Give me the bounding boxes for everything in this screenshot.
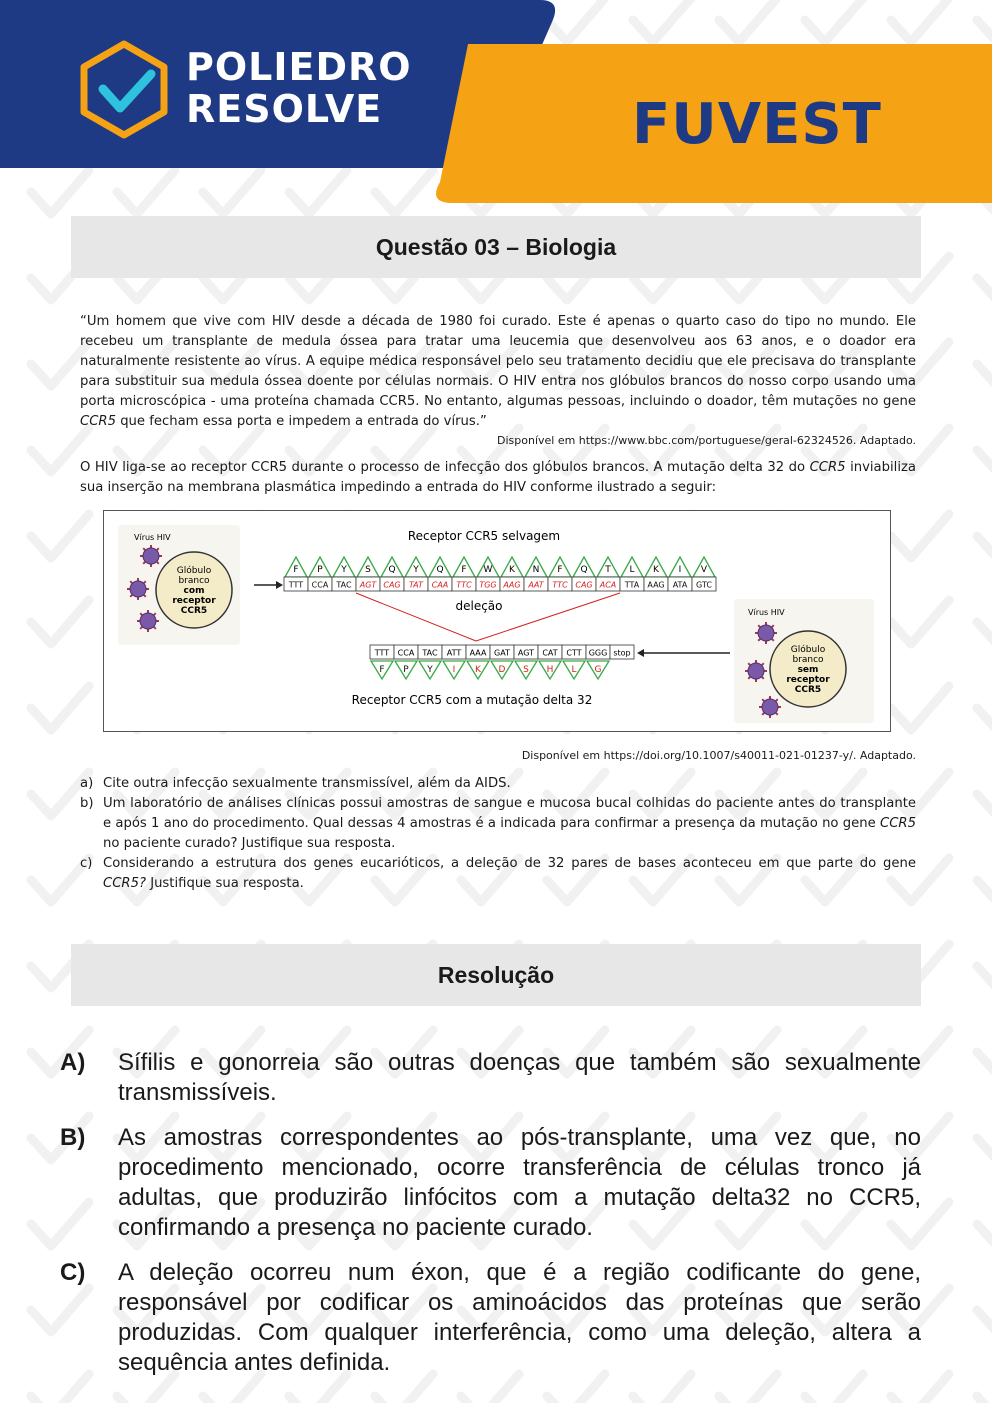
mutant-codon: GGG xyxy=(588,648,608,658)
amino-acid: P xyxy=(317,565,323,575)
amino-acid: Y xyxy=(413,565,419,575)
cell-without-label: CCR5 xyxy=(794,685,822,695)
ccr5-figure xyxy=(103,510,891,732)
question-item-b: b) Um laboratório de análises clínicas possui amostras de sangue e mucosa bucal colhidas do paciente antes do transplante e após 1 ano do procedimento. Qual dessas 4 amostras é a indicada para confirmar a presença da mutação no gene CCR5 no paciente curado? Justifique sua resposta. xyxy=(80,796,916,851)
hiv-virus-icon xyxy=(137,610,159,632)
brand-line-2: RESOLVE xyxy=(186,87,383,131)
ccr5-diagram xyxy=(104,511,890,731)
codon: AGT xyxy=(359,580,377,590)
watermark-check-icon xyxy=(977,944,992,988)
question-item-a: a) Cite outra infecção sexualmente transmissível, além da AIDS. xyxy=(80,776,511,791)
watermark-check-icon xyxy=(977,1374,992,1403)
answer-c: C) A deleção ocorreu num éxon, que é a região codificante do gene, responsável por codificar os aminoácidos das proteínas que serão produzidas. Com qualquer interferência, como uma deleção, altera a sequência antes definida. xyxy=(60,1259,921,1376)
codon: TTC xyxy=(552,580,568,590)
brand-logo xyxy=(186,46,412,130)
quote-paragraph xyxy=(80,312,916,432)
virus-label-right: Vírus HIV xyxy=(748,608,785,617)
cell-with-label: branco xyxy=(178,576,210,586)
brand-line-1: POLIEDRO xyxy=(186,45,412,89)
watermark-check-icon xyxy=(977,858,992,902)
mutant-amino-acid: G xyxy=(594,665,602,675)
watermark-check-icon xyxy=(977,514,992,558)
watermark-check-icon xyxy=(977,772,992,816)
mutant-codon: CTT xyxy=(566,648,582,658)
amino-acid: F xyxy=(293,565,299,575)
mutant-amino-acid: D xyxy=(498,665,506,675)
amino-acid: N xyxy=(532,565,540,575)
mutant-amino-acid: H xyxy=(546,665,554,675)
question-body xyxy=(80,312,916,894)
watermark-check-icon xyxy=(977,256,992,300)
codon: TTC xyxy=(456,580,472,590)
amino-acid: V xyxy=(700,565,708,575)
hiv-virus-icon xyxy=(745,660,767,682)
amino-acid: Q xyxy=(388,565,396,575)
cell-with-label: receptor xyxy=(172,596,216,606)
amino-acid: T xyxy=(605,565,611,575)
header-banner xyxy=(0,0,992,210)
answer-a: A) Sífilis e gonorreia são outras doenças que também são sexualmente transmissíveis. xyxy=(60,1049,921,1106)
codon: CAA xyxy=(431,580,449,590)
amino-acid: F xyxy=(557,565,563,575)
hiv-virus-icon xyxy=(759,696,781,718)
cell-with-label: com xyxy=(183,586,205,596)
cell-with-label: CCR5 xyxy=(180,606,208,616)
amino-acid: L xyxy=(629,565,635,575)
watermark-check-icon xyxy=(977,342,992,386)
cell-without-label: branco xyxy=(792,655,824,665)
quote-gene: CCR5 xyxy=(80,414,116,429)
mutant-codon: CAT xyxy=(542,648,558,658)
mutant-amino-acid: Y xyxy=(427,665,433,675)
amino-acid: K xyxy=(653,565,659,575)
resolution-answers xyxy=(60,1048,921,1393)
virus-label-left: Vírus HIV xyxy=(134,533,171,542)
codon: TAC xyxy=(336,580,352,590)
hiv-virus-icon xyxy=(755,622,777,644)
cell-with-label: Glóbulo xyxy=(176,566,212,576)
codon: TAT xyxy=(409,580,423,590)
amino-acid: Q xyxy=(580,565,588,575)
hiv-virus-icon xyxy=(127,578,149,600)
codon: TGG xyxy=(479,580,497,590)
amino-acid: F xyxy=(461,565,467,575)
codon: ACA xyxy=(599,580,617,590)
mutant-codon: CCA xyxy=(397,648,415,658)
hiv-virus-icon xyxy=(140,545,162,567)
intro-paragraph xyxy=(80,458,916,498)
amino-acid: K xyxy=(509,565,515,575)
codon: AAT xyxy=(528,580,544,590)
quote-source: Disponível em https://www.bbc.com/portuguese/geral-62324526. Adaptado. xyxy=(497,434,916,447)
figure-source: Disponível em https://doi.org/10.1007/s40011-021-01237-y/. Adaptado. xyxy=(521,749,916,762)
mutant-amino-acid: P xyxy=(403,665,409,675)
watermark-check-icon xyxy=(977,1116,992,1160)
codon: AAG xyxy=(503,580,521,590)
question-items xyxy=(80,774,916,894)
deletion-label: deleção xyxy=(455,599,503,613)
watermark-check-icon xyxy=(977,1202,992,1246)
intro-text-end: inviabiliza sua inserção na membrana plasmática impedindo a entrada do HIV conforme ilustrado a seguir: xyxy=(80,460,916,495)
mutant-codon: AAA xyxy=(469,648,487,658)
mutant-codon: AGT xyxy=(517,648,535,658)
codon: CAG xyxy=(575,580,593,590)
watermark-check-icon xyxy=(977,600,992,644)
question-title: Questão 03 – Biologia xyxy=(71,216,921,278)
mutant-amino-acid: S xyxy=(523,665,529,675)
mutant-codon: ATT xyxy=(446,648,462,658)
quote-end: que fecham essa porta e impedem a entrada do vírus.” xyxy=(120,414,487,429)
amino-acid: I xyxy=(678,565,682,575)
mutant-codon: TAC xyxy=(422,648,438,658)
amino-acid: Y xyxy=(341,565,347,575)
question-item-c: c) Considerando a estrutura dos genes eucarióticos, a deleção de 32 pares de bases aconteceu em que parte do gene CCR5? Justifique sua resposta. xyxy=(80,856,916,891)
codon: GTC xyxy=(696,580,712,590)
figure-title-bottom: Receptor CCR5 com a mutação delta 32 xyxy=(351,693,593,707)
exam-name: FUVEST xyxy=(632,92,882,157)
amino-acid: W xyxy=(483,565,493,575)
watermark-check-icon xyxy=(977,1288,992,1332)
codon: ATA xyxy=(672,580,688,590)
resolution-title: Resolução xyxy=(71,944,921,1006)
watermark-check-icon xyxy=(977,1030,992,1074)
cell-without-label: sem xyxy=(797,665,819,675)
codon: CAG xyxy=(383,580,401,590)
cell-without-label: Glóbulo xyxy=(790,645,826,655)
cell-without-label: receptor xyxy=(786,675,830,685)
answer-b: B) As amostras correspondentes ao pós-transplante, uma vez que, no procedimento mencionado, ocorre transferência de células tronco já adultas, que produzirão linfócitos com a mutação delta32 no CCR5, confirmando a presença no paciente curado. xyxy=(60,1124,921,1241)
mutant-amino-acid: K xyxy=(475,665,481,675)
codon: TTA xyxy=(624,580,640,590)
watermark-check-icon xyxy=(977,428,992,472)
watermark-check-icon xyxy=(977,686,992,730)
mutant-codon: TTT xyxy=(374,648,390,658)
codon: TTT xyxy=(288,580,304,590)
codon: AAG xyxy=(647,580,665,590)
codon: CCA xyxy=(311,580,329,590)
intro-gene: CCR5 xyxy=(809,460,846,475)
amino-acid: S xyxy=(365,565,371,575)
mutant-codon: GAT xyxy=(494,648,510,658)
amino-acid: Q xyxy=(436,565,444,575)
mutant-codon: stop xyxy=(613,648,631,658)
quote-text: “Um homem que vive com HIV desde a década de 1980 foi curado. Este é apenas o quarto caso do tipo no mundo. Ele recebeu um transplante de medula óssea para tratar uma leucemia que desenvolveu aos 63 anos, e o doador era naturalmente resistente ao vírus. A equipe médica responsável pelo seu tratamento decidiu que ele precisava do transplante para substituir sua medula óssea doente por células normais. O HIV entra nos glóbulos brancos do nosso corpo usando uma porta microscópica - uma proteína chamada CCR5. No entanto, algumas pessoas, incluindo o doador, têm mutações no gene xyxy=(80,314,916,409)
mutant-amino-acid: I xyxy=(452,665,456,675)
mutant-amino-acid: F xyxy=(379,665,385,675)
intro-text: O HIV liga-se ao receptor CCR5 durante o processo de infecção dos glóbulos brancos. A mutação delta 32 do xyxy=(80,460,806,475)
mutant-amino-acid: L xyxy=(571,665,577,675)
figure-title-top: Receptor CCR5 selvagem xyxy=(407,529,561,543)
